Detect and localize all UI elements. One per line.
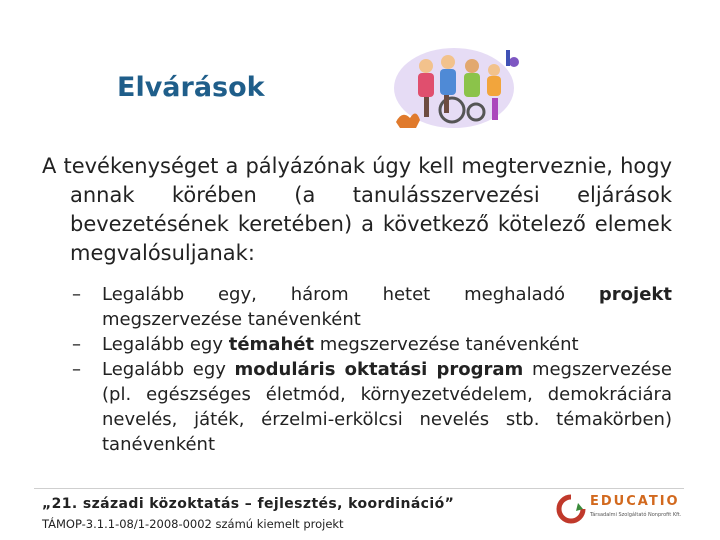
logo-subtitle: Társadalmi Szolgáltató Nonprofit Kft. <box>590 512 682 518</box>
footer-project-title: „21. századi közoktatás – fejlesztés, koordináció” <box>42 496 455 512</box>
bullet-bold-text: projekt <box>598 284 672 305</box>
bullet-dash: – <box>72 334 81 355</box>
list-item <box>72 357 672 457</box>
bullet-bold-text: témahét <box>228 334 315 355</box>
bullet-text: Legalább egy, három hetet meghaladó <box>102 284 599 305</box>
bullet-text: megszervezése tanévenként <box>102 309 361 330</box>
bullet-dash: – <box>72 284 81 305</box>
footer-project-id: TÁMOP-3.1.1-08/1-2008-0002 számú kiemelt projekt <box>42 517 344 531</box>
list-item <box>72 332 672 357</box>
bullet-text: Legalább egy <box>102 359 235 380</box>
bullet-bold-text: moduláris oktatási program <box>234 359 524 380</box>
footer-divider <box>34 488 684 489</box>
children-parade-clipart <box>388 44 528 140</box>
bullet-text: megszervezése tanévenként <box>314 334 579 355</box>
requirement-list <box>72 282 672 457</box>
slide-title: Elvárások <box>117 72 265 103</box>
logo-name: EDUCATIO <box>590 494 680 509</box>
list-item <box>72 282 672 332</box>
educatio-logo <box>556 494 686 534</box>
slide-body <box>42 152 672 457</box>
footer <box>0 474 720 540</box>
bullet-text: Legalább egy <box>102 334 229 355</box>
educatio-logo-mark <box>556 494 586 528</box>
bullet-text: megszervezése (pl. egészséges életmód, környezetvédelem, demokráciára nevelés, játék, érzelmi-erkölcsi nevelés stb. témakörben) tanévenként <box>102 359 672 455</box>
bullet-dash: – <box>72 359 81 380</box>
lead-paragraph: A tevékenységet a pályázónak úgy kell megterveznie, hogy annak körében (a tanulásszervezési eljárások bevezetésének keretében) a következő kötelező elemek megvalósuljanak: <box>42 154 672 265</box>
